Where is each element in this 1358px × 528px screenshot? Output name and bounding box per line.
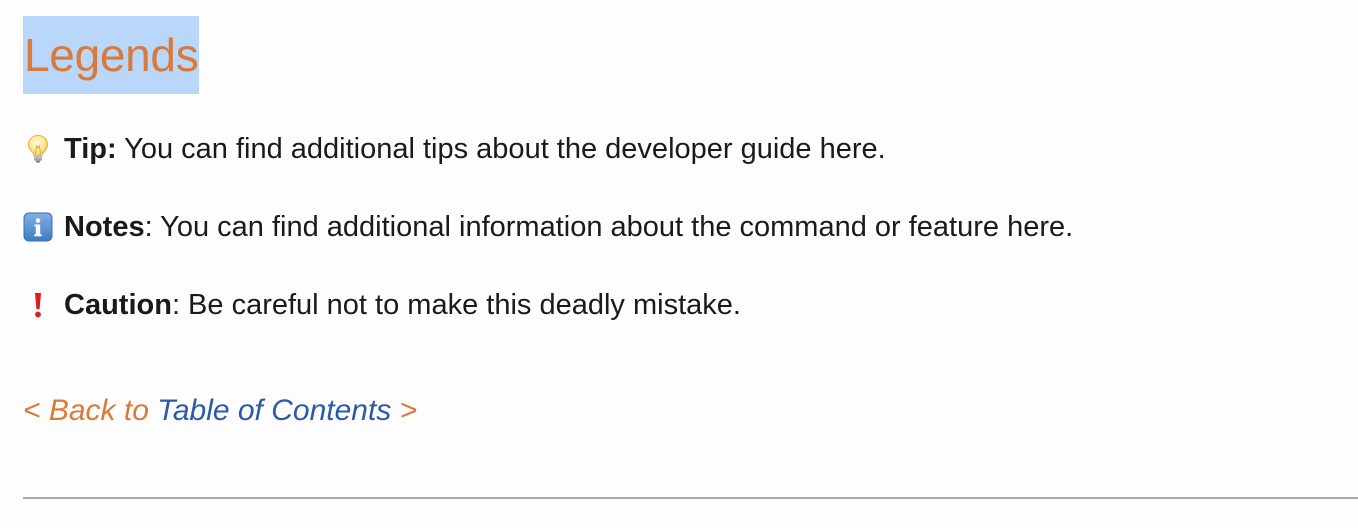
back-link-suffix: > bbox=[391, 394, 418, 427]
heading-highlight bbox=[23, 16, 199, 94]
tip-text: You can find additional tips about the developer guide here. bbox=[116, 132, 886, 165]
caution-label: Caution bbox=[64, 288, 172, 321]
page-title: Legends bbox=[24, 29, 199, 81]
note-text: : You can find additional information about the command or feature here. bbox=[144, 210, 1074, 243]
info-icon bbox=[23, 212, 53, 242]
caution-text: : Be careful not to make this deadly mistake. bbox=[171, 288, 741, 321]
legend-tip bbox=[23, 129, 886, 169]
legend-note bbox=[23, 207, 1073, 247]
back-to-toc-link[interactable] bbox=[23, 394, 417, 428]
horizontal-divider bbox=[23, 497, 1358, 499]
legend-caution bbox=[23, 285, 741, 325]
lightbulb-icon bbox=[23, 134, 53, 164]
tip-label: Tip: bbox=[64, 132, 117, 165]
back-link-toc[interactable]: Table of Contents bbox=[157, 394, 392, 427]
note-label: Notes bbox=[64, 210, 145, 243]
exclamation-icon bbox=[23, 290, 53, 320]
back-link-prefix: < Back to bbox=[23, 394, 158, 427]
